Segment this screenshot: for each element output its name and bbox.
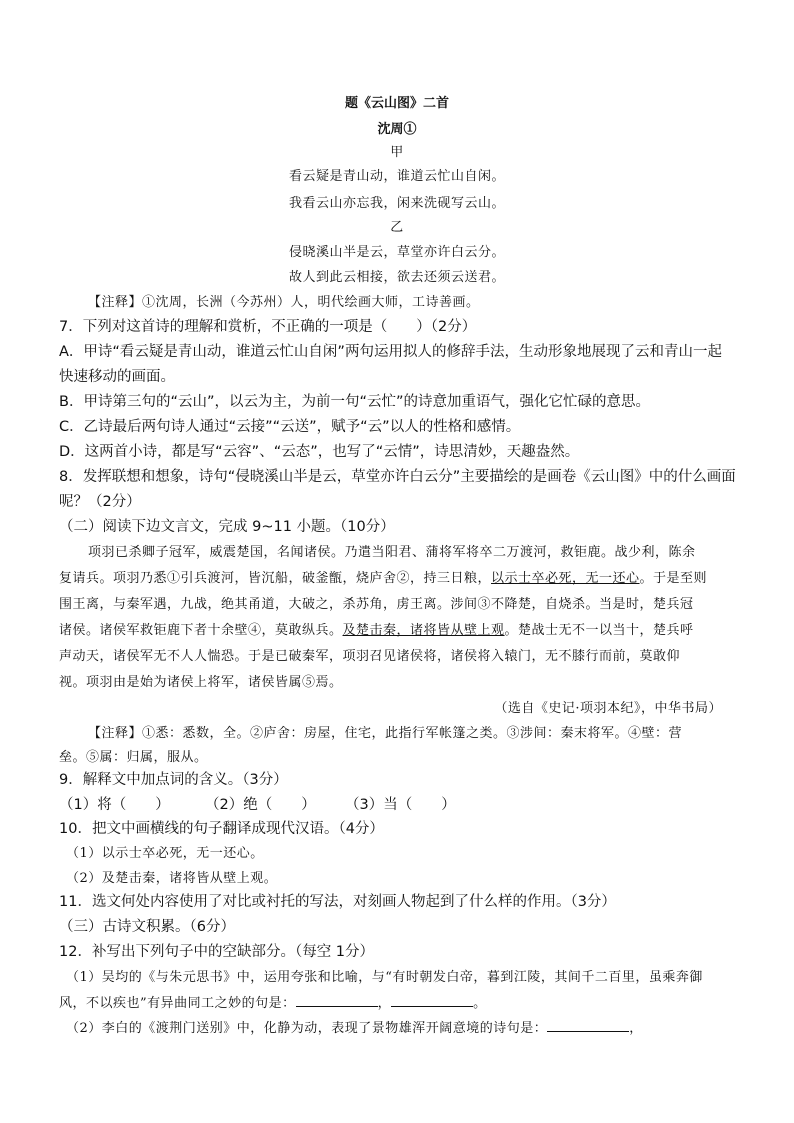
passage-note-line-1: 【注释】①悉：悉数，全。②庐舍：房屋，住宅，此指行军帐篷之类。③涉间：秦末将军。④壁：营 [88, 726, 683, 741]
q9-item-2: （2）绝（ ） [205, 797, 316, 813]
passage-line-6: 视。项羽由是始为诸侯上将军，诸侯皆属⑤焉。 [59, 675, 343, 690]
q12-item-2 [66, 1017, 643, 1036]
poem-note: 【注释】①沈周，长洲（今苏州）人，明代绘画大师，工诗善画。 [88, 295, 480, 310]
underlined-sentence-1: 以示士卒必死，无一还心 [491, 571, 640, 586]
answer-blank[interactable] [547, 1019, 629, 1032]
q8-line-1: 8．发挥联想和想象，诗句“侵晓溪山半是云，草堂亦许白云分”主要描绘的是画卷《云山图》中的什么画面 [59, 469, 736, 485]
q7-option-a-line-2: 快速移动的画面。 [59, 369, 175, 385]
passage-source: （选自《史记·项羽本纪》，中华书局） [494, 701, 722, 716]
answer-blank[interactable] [391, 994, 473, 1007]
poem-a-line-1: 看云疑是青山动，谁道云忙山自闲。 [288, 169, 505, 184]
poem-part-b: 乙 [390, 220, 404, 235]
q9-stem: 9．解释文中加点词的含义。（3分） [59, 772, 288, 788]
passage-text: 。楚战士无不一以当十，楚兵呼 [504, 623, 694, 638]
passage-line-2 [59, 567, 707, 586]
passage-line-5: 声动天，诸侯军无不人人惴恐。于是已破秦军，项羽召见诸侯将，诸侯将入辕门，无不膝行而前，莫敢仰 [59, 649, 681, 664]
section2-heading: （二）阅读下边文言文，完成 9~11 小题。（10分） [59, 519, 395, 535]
poem-b-line-1: 侵晓溪山半是云，草堂亦许白云分。 [288, 245, 505, 260]
q12-item-1-text: 风，不以疾也”有异曲同工之妙的句是： [59, 996, 296, 1011]
poem-part-a: 甲 [390, 145, 404, 160]
passage-note-line-2: 垒。⑤属：归属，服从。 [59, 750, 208, 765]
passage-line-4 [59, 619, 694, 638]
passage-text: 诸侯。诸侯军救钜鹿下者十余壁④，莫敢纵兵。 [59, 623, 343, 638]
poem-b-line-2: 故人到此云相接，欲去还须云送君。 [288, 270, 505, 285]
q9-item-1: （1）将（ ） [59, 797, 170, 813]
passage-text: 复请兵。项羽乃悉①引兵渡河，皆沉船，破釜甑，烧庐舍②，持三日粮， [59, 571, 492, 586]
q11-stem: 11．选文何处内容使用了对比或衬托的写法，对刻画人物起到了什么样的作用。（3分） [59, 894, 616, 910]
q10-item-2: （2）及楚击秦，诸将皆从壁上观。 [66, 871, 278, 886]
passage-line-3: 围王离，与秦军遇，九战，绝其甬道，大破之，杀苏角，虏王离。涉间③不降楚，自烧杀。当是时，楚兵冠 [59, 597, 694, 612]
poem-a-line-2: 我看云山亦忘我，闲来洗砚写云山。 [288, 196, 505, 211]
q10-stem: 10．把文中画横线的句子翻译成现代汉语。（4分） [59, 821, 384, 837]
q7-stem: 7．下列对这首诗的理解和赏析，不正确的一项是（ ）（2分） [59, 319, 477, 335]
q12-item-1-line-2 [59, 992, 487, 1011]
section3-heading: （三）古诗文积累。（6分） [59, 919, 235, 935]
poem-author: 沈周① [377, 122, 417, 137]
separator: ， [629, 1021, 643, 1036]
underlined-sentence-2: 及楚击秦，诸将皆从壁上观 [342, 623, 505, 638]
q12-stem: 12．补写出下列句子中的空缺部分。（每空 1分） [59, 944, 375, 960]
separator: ， [377, 996, 392, 1011]
q7-option-c: C．乙诗最后两句诗人通过“云接”“云送”，赋予“云”以人的性格和感情。 [59, 419, 521, 435]
q7-option-d: D．这两首小诗，都是写“云容”、“云态”，也写了“云情”，诗思清妙，天趣盎然。 [59, 444, 580, 460]
q8-line-2: 呢？（2分） [59, 494, 141, 510]
q10-item-1: （1）以示士卒必死，无一还心。 [66, 846, 264, 861]
q9-item-3: （3）当（ ） [345, 797, 456, 813]
end-mark: 。 [473, 996, 487, 1011]
q7-option-b: B．甲诗第三句的“云山”，以云为主，为前一句“云忙”的诗意加重语气，强化它忙碌的意思。 [59, 394, 650, 410]
q7-option-a-line-1: A．甲诗“看云疑是青山动，谁道云忙山自闲”两句运用拟人的修辞手法，生动形象地展现了云和青山一起 [59, 344, 722, 360]
passage-line-1: 项羽已杀卿子冠军，威震楚国，名闻诸侯。乃遣当阳君、蒲将军将卒二万渡河，救钜鹿。战少利，陈余 [88, 545, 696, 560]
answer-blank[interactable] [296, 994, 378, 1007]
poem-title: 题《云山图》二首 [344, 96, 449, 111]
q12-item-2-text: （2）李白的《渡荆门送别》中，化静为动，表现了景物雄浑开阔意境的诗句是： [66, 1021, 548, 1036]
passage-text: 。于是至则 [639, 571, 708, 586]
q12-item-1-line-1: （1）吴均的《与朱元思书》中，运用夸张和比喻，与“有时朝发白帝，暮到江陵，其间千二百里，虽乘奔御 [66, 970, 703, 985]
